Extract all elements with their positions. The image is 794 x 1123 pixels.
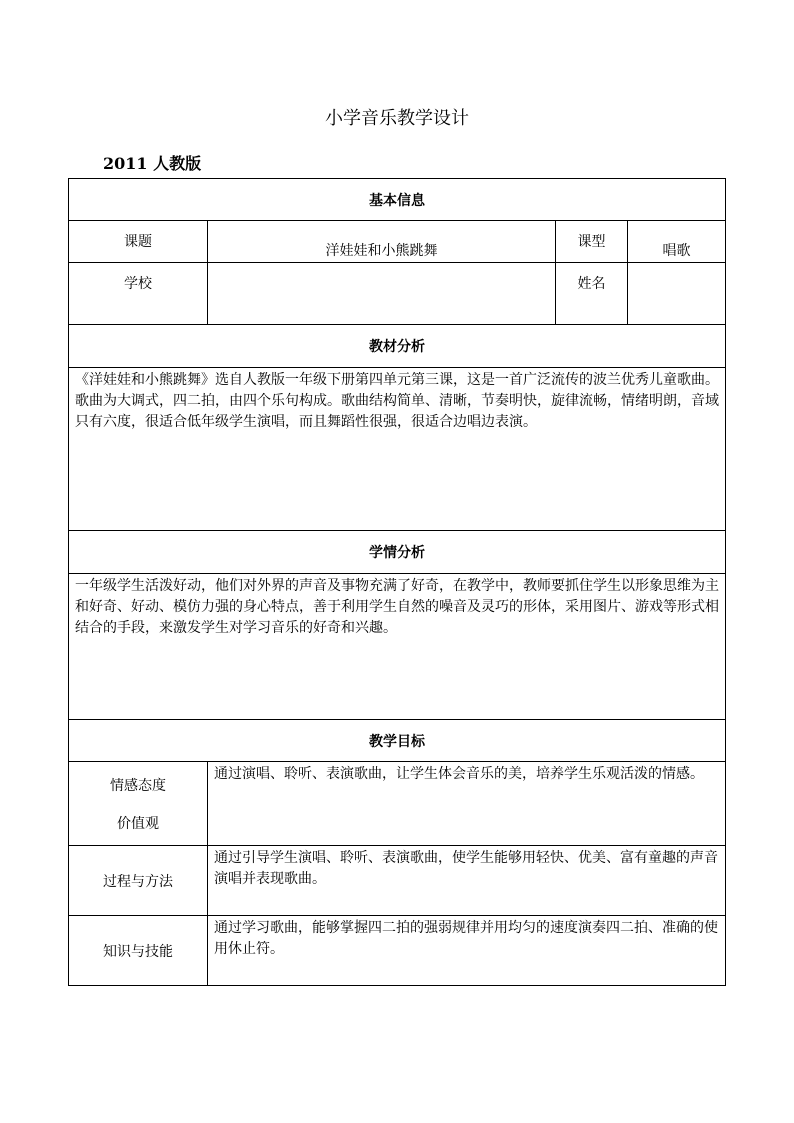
teaching-goals-heading: 教学目标 bbox=[69, 720, 726, 762]
topic-row bbox=[69, 221, 726, 263]
learner-analysis-text: 一年级学生活泼好动，他们对外界的声音及事物充满了好奇，在教学中，教师要抓住学生以形象思维为主和好奇、好动、模仿力强的身心特点，善于利用学生自然的噪音及灵巧的形体，采用图片、游戏等形式相结合的手段，来激发学生对学习音乐的好奇和兴趣。 bbox=[69, 574, 726, 720]
basic-info-header-row bbox=[69, 179, 726, 221]
goal-row bbox=[69, 762, 726, 846]
goal-label-cell bbox=[69, 916, 208, 986]
learner-body-row bbox=[69, 574, 726, 720]
school-value bbox=[208, 263, 556, 325]
material-analysis-heading: 教材分析 bbox=[69, 325, 726, 368]
page-title: 小学音乐教学设计 bbox=[325, 108, 469, 129]
material-analysis-text: 《洋娃娃和小熊跳舞》选自人教版一年级下册第四单元第三课，这是一首广泛流传的波兰优秀儿童歌曲。歌曲为大调式，四二拍，由四个乐句构成。歌曲结构简单、清晰，节奏明快，旋律流畅，情绪明朗，音域只有六度，很适合低年级学生演唱，而且舞蹈性很强，很适合边唱边表演。 bbox=[69, 368, 726, 531]
goal-text: 通过学习歌曲，能够掌握四二拍的强弱规律并用均匀的速度演奏四二拍、准确的使用休止符。 bbox=[208, 916, 726, 986]
name-label-cell bbox=[556, 263, 628, 325]
material-body-row bbox=[69, 368, 726, 531]
lesson-plan-table bbox=[68, 178, 726, 986]
learner-analysis-heading: 学情分析 bbox=[69, 531, 726, 574]
goal-label-line2: 价值观 bbox=[117, 815, 159, 832]
material-header-row bbox=[69, 325, 726, 368]
goal-label-cell bbox=[69, 846, 208, 916]
name-value bbox=[628, 263, 726, 325]
topic-label: 课题 bbox=[124, 234, 152, 250]
name-label: 姓名 bbox=[577, 276, 606, 292]
goal-label-line1: 过程与方法 bbox=[103, 873, 173, 890]
basic-info-heading: 基本信息 bbox=[69, 179, 726, 221]
goal-label-line1: 情感态度 bbox=[110, 777, 166, 794]
type-label: 课型 bbox=[577, 234, 606, 250]
goal-label-cell bbox=[69, 762, 208, 846]
topic-value: 洋娃娃和小熊跳舞 bbox=[208, 221, 556, 263]
learner-header-row bbox=[69, 531, 726, 574]
goal-label-line1: 知识与技能 bbox=[103, 943, 173, 960]
goal-row bbox=[69, 916, 726, 986]
goals-header-row bbox=[69, 720, 726, 762]
school-row bbox=[69, 263, 726, 325]
goal-row bbox=[69, 846, 726, 916]
type-label-cell bbox=[556, 221, 628, 263]
school-label: 学校 bbox=[124, 276, 152, 292]
topic-label-cell bbox=[69, 221, 208, 263]
school-label-cell bbox=[69, 263, 208, 325]
goal-text: 通过引导学生演唱、聆听、表演歌曲，使学生能够用轻快、优美、富有童趣的声音演唱并表现歌曲。 bbox=[208, 846, 726, 916]
edition-label: 2011 人教版 bbox=[103, 154, 202, 173]
goal-text: 通过演唱、聆听、表演歌曲，让学生体会音乐的美，培养学生乐观活泼的情感。 bbox=[208, 762, 726, 846]
type-value: 唱歌 bbox=[628, 221, 726, 263]
